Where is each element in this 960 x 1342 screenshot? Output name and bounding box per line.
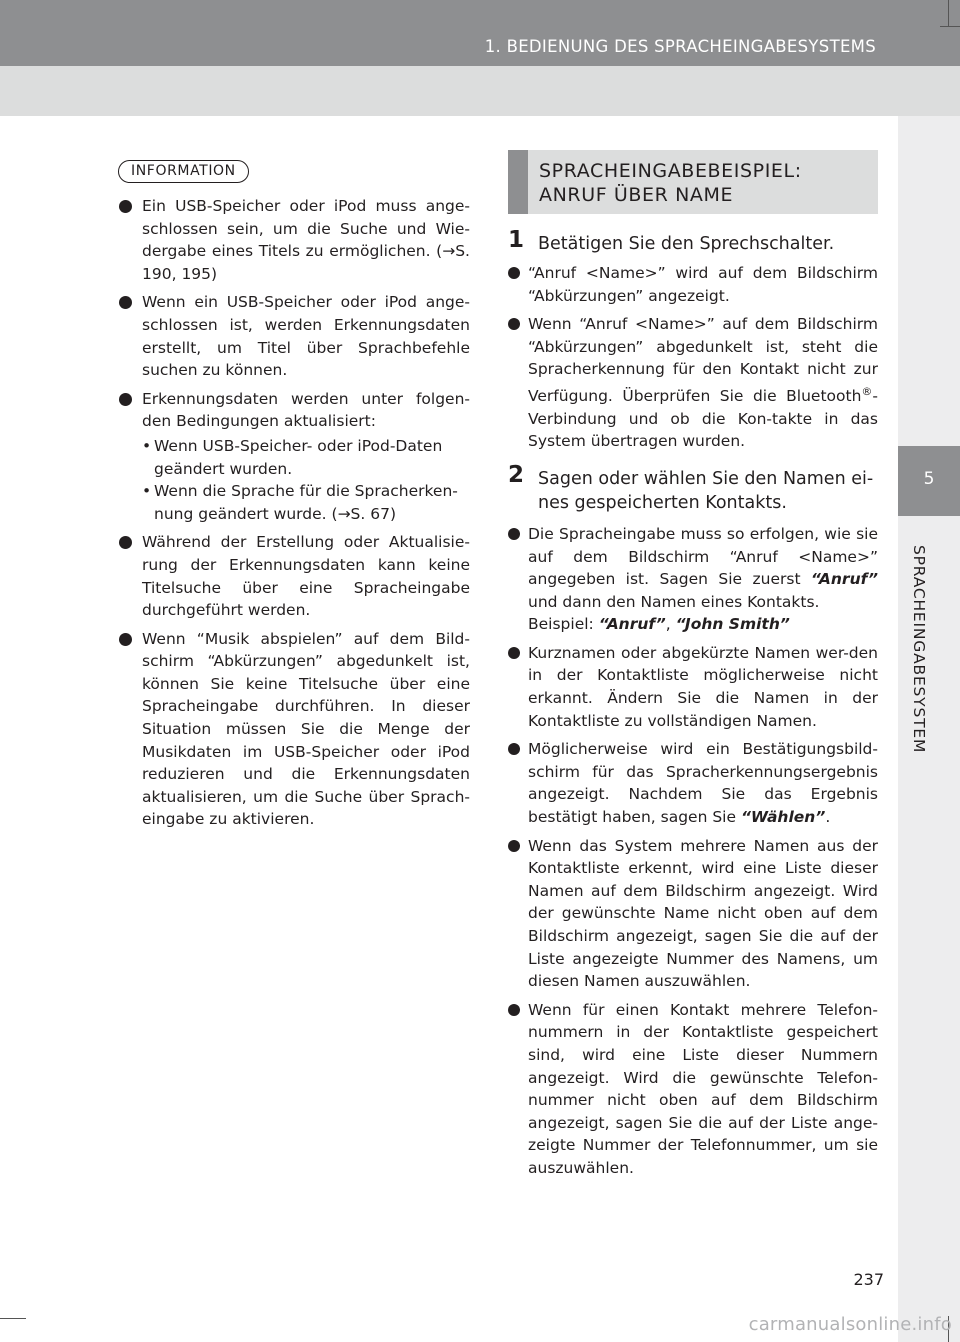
bullet-icon [119, 633, 132, 646]
bullet-icon [119, 536, 132, 549]
step-2-bullet: Kurznamen oder abgekürzte Namen wer-den in der Kontaktliste möglicherweise nicht erkannt. Ändern Sie die Namen in der Kontaktliste zu vollständigen Namen. [508, 642, 878, 732]
info-item: Wenn “Musik abspielen” auf dem Bild-schirm “Abkürzungen” abgedunkelt ist, können Sie keine Titelsuche über eine Spracheingabe durchführen. In dieser Situation müssen Sie die Menge der Musikdaten im USB-Speicher oder iPod reduzieren und die Erkennungsdaten aktualisieren, um die Suche über Sprach-eingabe zu aktivieren. [118, 628, 470, 831]
info-sub-item: • Wenn USB-Speicher- oder iPod-Daten geändert wurden. [142, 436, 443, 478]
crop-mark [948, 0, 949, 26]
page-number: 237 [853, 1270, 884, 1289]
information-label: INFORMATION [118, 160, 249, 183]
bullet-icon [119, 200, 132, 213]
bullet-icon [508, 743, 520, 755]
bullet-icon [119, 296, 132, 309]
step-1-bullet: “Anruf <Name>” wird auf dem Bildschirm “Abkürzungen” angezeigt. [508, 262, 878, 307]
info-item: Wenn ein USB-Speicher oder iPod ange-schlossen ist, werden Erkennungsdaten erstellt, um Titel über Sprachbefehle suchen zu können. [118, 291, 470, 381]
voice-example-column [508, 150, 878, 1180]
bullet-icon [119, 393, 132, 406]
step-1-bullet: Wenn “Anruf <Name>” auf dem Bildschirm “Abkürzungen” abgedunkelt ist, steht die Spracherkennung für den Kontakt nicht zur Verfügung. Überprüfen Sie die Bluetooth®-Verbindung und ob die Kon-takte in das System übertragen wurden. [508, 313, 878, 453]
header-dark-strip [0, 0, 960, 66]
crop-mark [0, 1318, 26, 1319]
registered-mark: ® [861, 384, 873, 398]
bullet-icon [508, 1004, 520, 1016]
crop-mark [940, 26, 960, 27]
step-number: 2 [508, 461, 525, 488]
bullet-icon [508, 528, 520, 540]
section-title: SPRACHEINGABEBEISPIEL: ANRUF ÜBER NAME [539, 160, 802, 206]
step-2-bullet: Möglicherweise wird ein Bestätigungsbild-schirm für das Spracherkennungsergebnis angezeigt. Nachdem Sie das Ergebnis bestätigt haben, sagen Sie “Wählen”. [508, 738, 878, 828]
info-item: Während der Erstellung oder Aktualisie-rung der Erkennungsdaten kann keine Titelsuche über eine Spracheingabe durchgeführt werden. [118, 531, 470, 621]
chapter-side-label: SPRACHEINGABESYSTEM [910, 545, 928, 754]
info-item: Erkennungsdaten werden unter folgen-den Bedingungen aktualisiert: [118, 388, 470, 433]
info-sub-item: • Wenn die Sprache für die Spracherken-nung geändert wurde. (→S. 67) [142, 482, 458, 523]
bullet-icon [508, 318, 520, 330]
step-2-bullet: Die Spracheingabe muss so erfolgen, wie sie auf dem Bildschirm “Anruf <Name>” angegeben ist. Sagen Sie zuerst “Anruf” und dann den Namen eines Kontakts. Beispiel: “Anruf”, “John Smith” [508, 523, 878, 636]
watermark: carmanualsonline.info [748, 1314, 952, 1335]
bullet-icon [508, 267, 520, 279]
side-index-band [898, 116, 960, 1342]
bullet-icon [508, 647, 520, 659]
section-heading [508, 150, 878, 214]
information-column [118, 160, 470, 831]
step-2-bullet: Wenn für einen Kontakt mehrere Telefon-nummern in der Kontaktliste gespeichert sind, wird eine Liste dieser Nummern angezeigt. Wird die gewünschte Telefon-nummer nicht oben auf dem Bildschirm angezeigt, sagen Sie die auf der Liste ange-zeigte Nummer der Telefonnummer, um sie auszuwählen. [508, 999, 878, 1180]
chapter-title: 1. BEDIENUNG DES SPRACHEINGABESYSTEMS [484, 37, 876, 56]
step-2: 2 Sagen oder wählen Sie den Namen ei-nes gespeicherten Kontakts. [508, 461, 874, 513]
info-item: Ein USB-Speicher oder iPod muss ange-schlossen sein, um die Suche und Wie-dergabe eines Titels zu ermöglichen. (→S. 190, 195) [118, 195, 470, 285]
step-2-bullet: Wenn das System mehrere Namen aus der Kontaktliste erkennt, wird eine Liste dieser Namen auf dem Bildschirm angezeigt. Wird der gewünschte Name nicht oben auf dem Bildschirm angezeigt, sagen Sie die auf der Liste angezeigte Nummer des Namens, um diesen Namen auszuwählen. [508, 835, 878, 993]
bullet-icon [508, 840, 520, 852]
step-1: 1 Betätigen Sie den Sprechschalter. [508, 227, 835, 254]
step-number: 1 [508, 227, 525, 253]
section-heading-bar [508, 150, 528, 214]
chapter-number: 5 [923, 469, 935, 489]
